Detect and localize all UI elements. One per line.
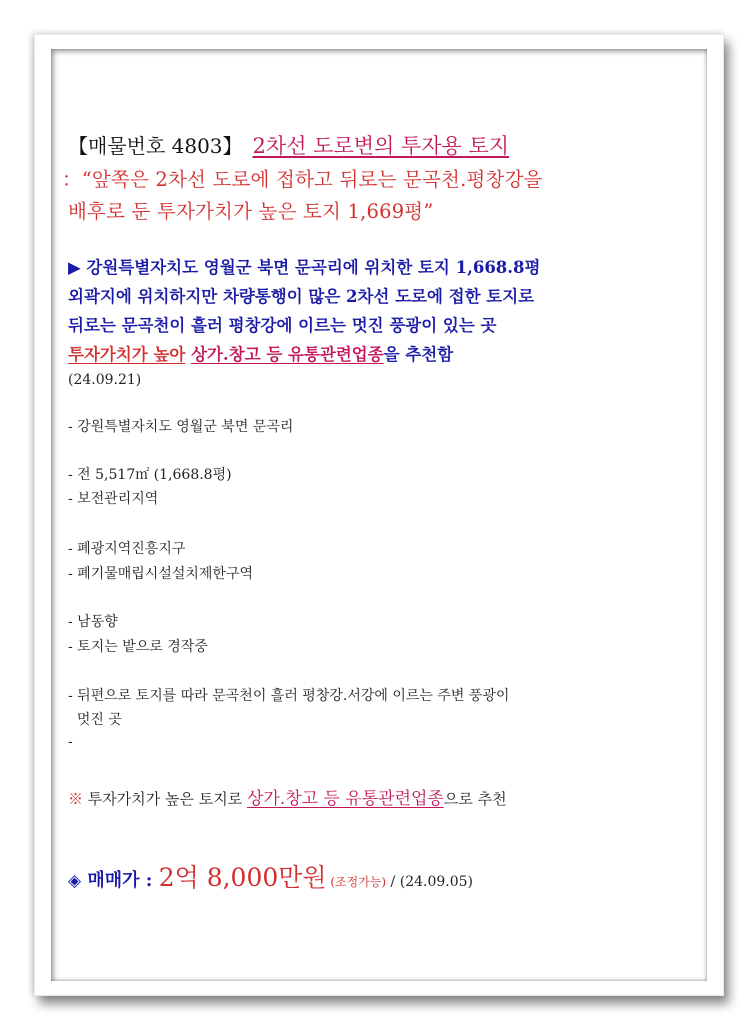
- detail-district-2: - 폐기물매립시설설치제한구역: [68, 566, 253, 582]
- recommend-line: [68, 784, 507, 809]
- detail-usage: - 토지는 밭으로 경작중: [68, 639, 208, 655]
- recommend-suffix: 을 추천함: [383, 345, 454, 364]
- summary-line-2: 외곽지에 위치하지만 차량통행이 많은 2차선 도로에 접한 토지로: [68, 287, 535, 306]
- recommend-text: 투자가치가 높은 토지로: [83, 790, 247, 808]
- business-type-text: 상가.창고 등 유통관련업종: [191, 345, 384, 364]
- price-note: (조정가능): [326, 875, 387, 889]
- listing-title-line: [68, 130, 509, 160]
- quote-line-2: 배후로 둔 투자가치가 높은 토지 1,669평”: [68, 200, 434, 223]
- detail-location: - 강원특별자치도 영월군 북면 문곡리: [68, 419, 294, 435]
- price-date: / (24.09.05): [386, 874, 473, 890]
- detail-view-line-2: 멋진 곳: [68, 712, 122, 728]
- diamond-icon: ◈: [68, 871, 82, 891]
- quote-line-1: ：“앞쪽은 2차선 도로에 접하고 뒤로는 문곡천.평창강을: [62, 168, 543, 191]
- reference-mark-icon: ※: [68, 790, 84, 808]
- detail-direction: - 남동향: [68, 614, 118, 630]
- detail-district-1: - 폐광지역진흥지구: [68, 541, 186, 557]
- summary-line-4: [68, 341, 453, 365]
- recommend-highlight: 상가.창고 등 유통관련업종: [247, 789, 444, 809]
- price-value: 2억 8,000만원: [158, 863, 327, 892]
- summary-line-3: 뒤로는 문곡천이 흘러 평창강에 이르는 멋진 풍광이 있는 곳: [68, 316, 497, 335]
- investment-value-text: 투자가치가 높아: [68, 345, 186, 364]
- detail-area: - 전 5,517㎡ (1,668.8평): [68, 467, 232, 483]
- price-label: 매매가 :: [81, 870, 159, 891]
- summary-line-1: ▶ 강원특별자치도 영월군 북면 문곡리에 위치한 토지 1,668.8평: [68, 258, 541, 277]
- detail-zoning: - 보전관리지역: [68, 491, 159, 507]
- recommend-suffix-text: 으로 추천: [443, 790, 507, 808]
- listing-number: 【매물번호 4803】: [68, 134, 243, 158]
- detail-blank: -: [68, 734, 73, 750]
- listing-title: 2차선 도로변의 투자용 토지: [252, 134, 510, 158]
- detail-view-line-1: - 뒤편으로 토지를 따라 문곡천이 흘러 평창강.서강에 이르는 주변 풍광이: [68, 688, 510, 704]
- summary-date: (24.09.21): [68, 372, 142, 388]
- price-line: [68, 858, 473, 894]
